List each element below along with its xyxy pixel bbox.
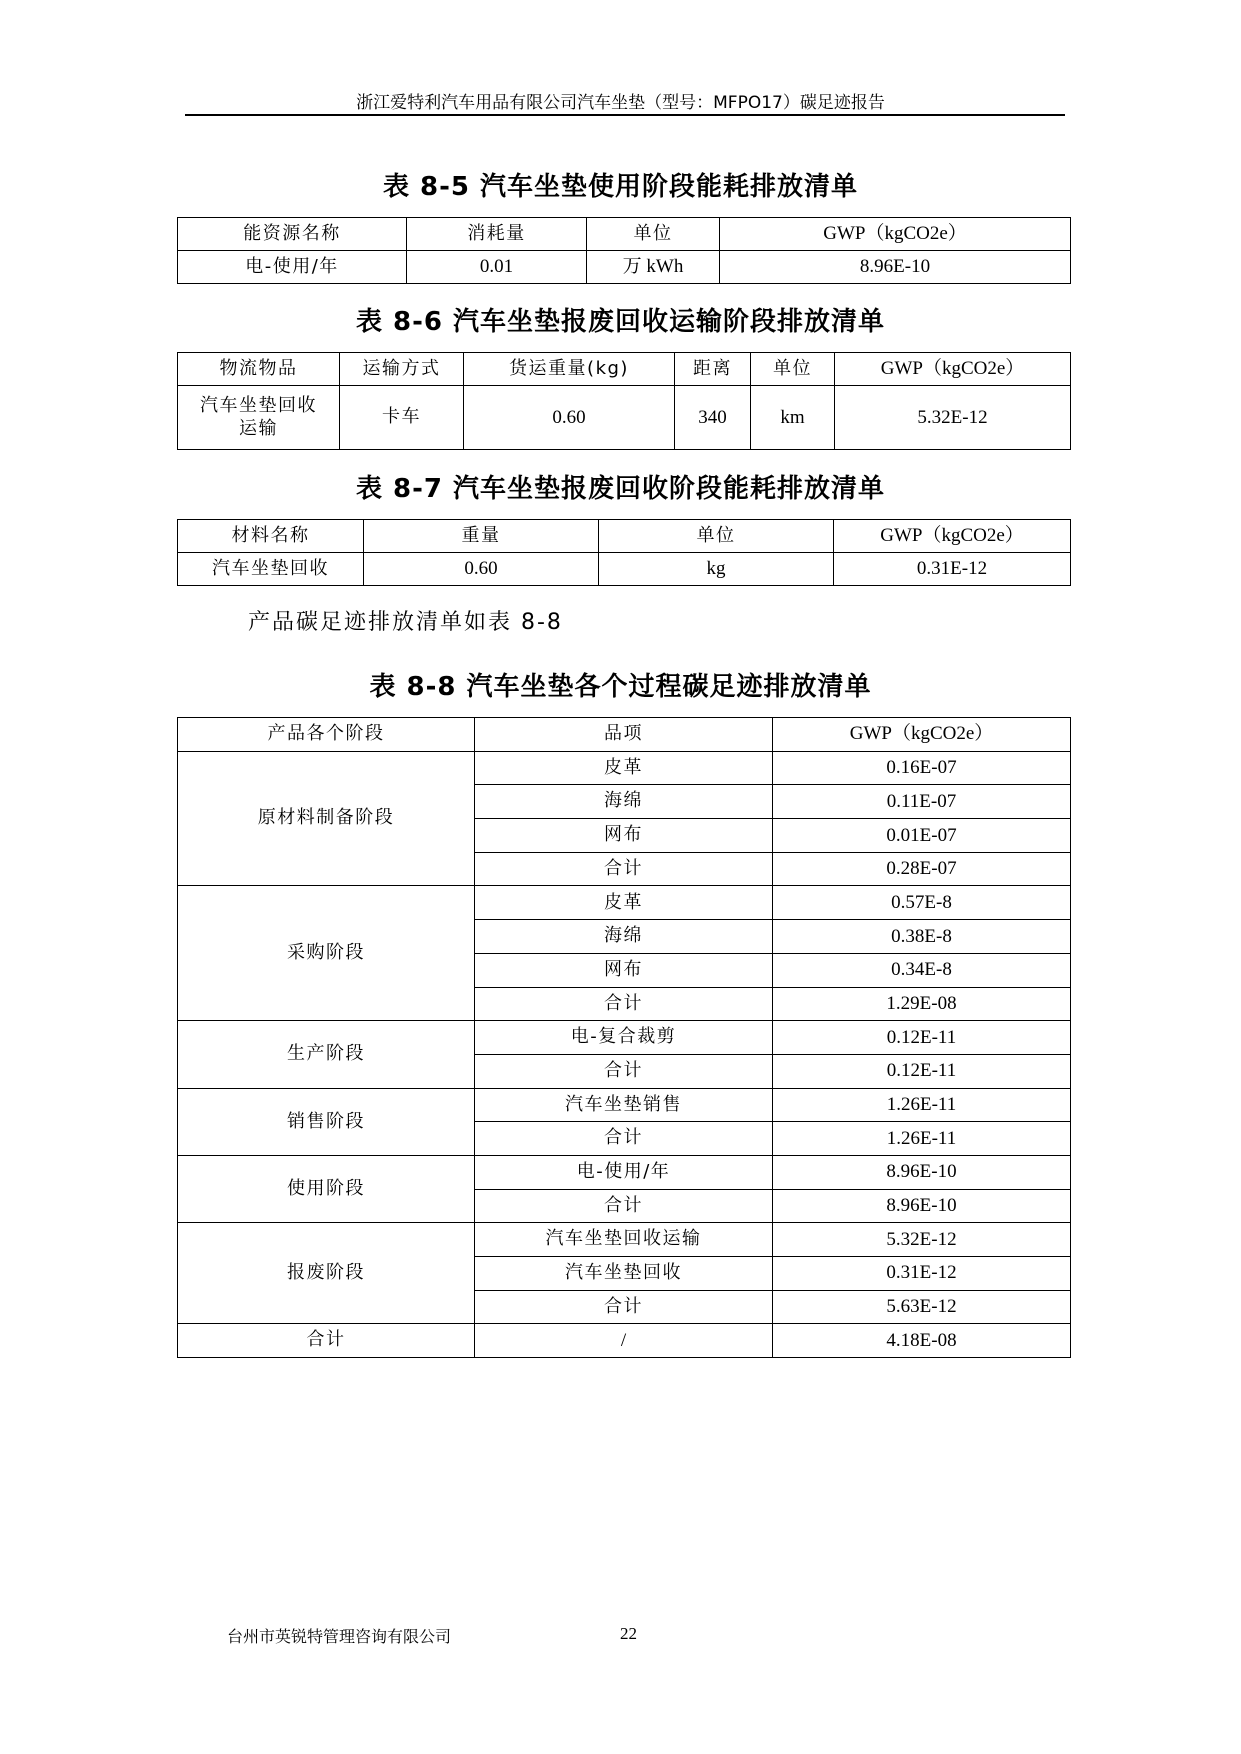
table-cell: 5.32E-12 [835,386,1071,450]
header-cell: 产品各个阶段 [178,718,475,752]
table-cell: 万 kWh [587,251,720,284]
item-cell: 电-复合裁剪 [475,1021,773,1055]
table-row [178,1223,1071,1257]
item-cell: 合计 [475,1290,773,1324]
header-cell: 单位 [751,353,835,386]
table-8-7-caption: 表 8-7 汽车坐垫报废回收阶段能耗排放清单 [355,474,886,504]
gwp-cell: 5.32E-12 [773,1223,1071,1257]
table-cell: 340 [675,386,751,450]
table-row [178,751,1071,785]
table-cell: 电-使用/年 [178,251,407,284]
table-cell: 4.18E-08 [773,1324,1071,1358]
item-cell: 合计 [475,1122,773,1156]
table-row [178,1088,1071,1122]
header-cell: 重量 [364,520,599,553]
table-header-row [178,520,1071,553]
item-cell: 合计 [475,987,773,1021]
item-cell: 汽车坐垫回收运输 [475,1223,773,1257]
table-cell: 8.96E-10 [720,251,1071,284]
gwp-cell: 1.26E-11 [773,1122,1071,1156]
table-8-7 [177,519,1071,586]
gwp-cell: 5.63E-12 [773,1290,1071,1324]
table-cell: 卡车 [340,386,464,450]
table-cell: 汽车坐垫回收运输 [178,386,340,450]
item-cell: 海绵 [475,920,773,954]
table-row [178,1021,1071,1055]
header-cell: 单位 [599,520,834,553]
footer-company: 台州市英锐特管理咨询有限公司 [227,1627,452,1646]
item-cell: 皮革 [475,886,773,920]
table-8-6-caption: 表 8-6 汽车坐垫报废回收运输阶段排放清单 [355,307,886,337]
item-cell: 网布 [475,819,773,853]
table-8-8-caption: 表 8-8 汽车坐垫各个过程碳足迹排放清单 [369,672,872,702]
stage-cell: 报废阶段 [178,1223,475,1324]
stage-cell: 生产阶段 [178,1021,475,1088]
gwp-cell: 1.26E-11 [773,1088,1071,1122]
table-body [178,751,1071,1324]
header-cell: 物流物品 [178,353,340,386]
item-cell: 电-使用/年 [475,1155,773,1189]
header-cell: 材料名称 [178,520,364,553]
page-number: 22 [620,1624,637,1643]
stage-cell: 使用阶段 [178,1155,475,1222]
table-8-5 [177,217,1071,284]
header-cell: 距离 [675,353,751,386]
gwp-cell: 0.31E-12 [773,1257,1071,1291]
stage-cell: 销售阶段 [178,1088,475,1155]
table-cell: 0.60 [464,386,675,450]
gwp-cell: 0.16E-07 [773,751,1071,785]
table-cell: kg [599,553,834,586]
header-cell: GWP（kgCO2e） [834,520,1071,553]
table-cell: 合计 [178,1324,475,1358]
gwp-cell: 0.57E-8 [773,886,1071,920]
item-cell: 合计 [475,1189,773,1223]
table-row [178,251,1071,284]
table-row [178,553,1071,586]
gwp-cell: 0.34E-8 [773,953,1071,987]
gwp-cell: 0.38E-8 [773,920,1071,954]
item-cell: 合计 [475,852,773,886]
table-row [178,886,1071,920]
table-header-row [178,218,1071,251]
table-header-row [178,718,1071,752]
gwp-cell: 0.12E-11 [773,1021,1071,1055]
table-row [178,1155,1071,1189]
header-cell: 运输方式 [340,353,464,386]
header-divider [185,114,1065,116]
item-cell: 海绵 [475,785,773,819]
header-cell: GWP（kgCO2e） [773,718,1071,752]
gwp-cell: 0.11E-07 [773,785,1071,819]
table-cell: 汽车坐垫回收 [178,553,364,586]
table-row [178,386,1071,450]
item-cell: 合计 [475,1054,773,1088]
item-cell: 皮革 [475,751,773,785]
table-cell: / [475,1324,773,1358]
header-cell: 品项 [475,718,773,752]
table-total-row [178,1324,1071,1358]
gwp-cell: 0.01E-07 [773,819,1071,853]
header-cell: GWP（kgCO2e） [720,218,1071,251]
item-cell: 网布 [475,953,773,987]
stage-cell: 原材料制备阶段 [178,751,475,886]
item-cell: 汽车坐垫销售 [475,1088,773,1122]
table-8-8 [177,717,1071,1358]
header-cell: 能资源名称 [178,218,407,251]
header-cell: 单位 [587,218,720,251]
header-cell: GWP（kgCO2e） [835,353,1071,386]
gwp-cell: 0.28E-07 [773,852,1071,886]
table-cell: 0.01 [407,251,587,284]
table-cell: 0.60 [364,553,599,586]
table-header-row [178,353,1071,386]
gwp-cell: 0.12E-11 [773,1054,1071,1088]
header-cell: 货运重量(kg) [464,353,675,386]
header-cell: 消耗量 [407,218,587,251]
gwp-cell: 1.29E-08 [773,987,1071,1021]
paragraph-note: 产品碳足迹排放清单如表 8-8 [248,610,563,635]
table-cell: 0.31E-12 [834,553,1071,586]
table-8-6 [177,352,1071,450]
table-8-5-caption: 表 8-5 汽车坐垫使用阶段能耗排放清单 [382,172,859,202]
gwp-cell: 8.96E-10 [773,1155,1071,1189]
gwp-cell: 8.96E-10 [773,1189,1071,1223]
table-cell: km [751,386,835,450]
stage-cell: 采购阶段 [178,886,475,1021]
item-cell: 汽车坐垫回收 [475,1257,773,1291]
page-header: 浙江爱特利汽车用品有限公司汽车坐垫（型号：MFPO17）碳足迹报告 [356,93,885,113]
